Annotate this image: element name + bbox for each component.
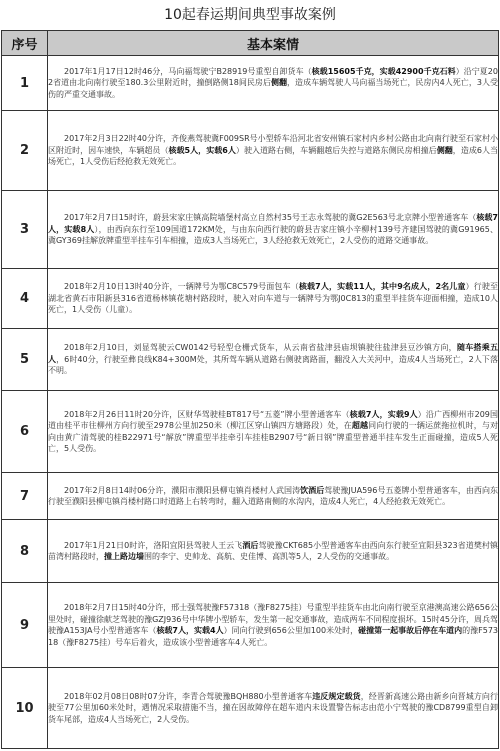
case-text: ，造成车辆驾驶人马向福当场死亡，民房内4人死亡，3人受伤的严重交通事故。 <box>48 78 498 99</box>
case-description <box>48 520 499 583</box>
case-text: 驾驶豫JUA596号五菱牌小型普通客车，由西向东行驶至濮阳县柳屯镇肖楼村路口时道路上右转弯时，翻入道路南侧的水沟内，造成4人死亡，4人经抢救无效死亡。 <box>48 485 499 506</box>
case-table <box>1 30 499 749</box>
case-description <box>48 111 499 191</box>
case-number: 7 <box>2 473 48 520</box>
column-header-index: 序号 <box>2 31 48 56</box>
case-number: 1 <box>2 56 48 111</box>
case-text: ）同向行驶到656公里加100米处时， <box>223 626 359 635</box>
case-description <box>48 583 499 668</box>
case-description <box>48 191 499 269</box>
case-text-emphasis: 酒后 <box>242 540 259 550</box>
case-row <box>2 520 499 583</box>
case-text-emphasis: 侧翻 <box>270 78 288 88</box>
table-header-row <box>2 31 499 56</box>
case-text: 2018年2月10日，刘显驾驶云CW0142号轻型仓栅式货车，从云南省盐津县庙坝镇驶往盐津县豆沙镇方向， <box>64 343 457 353</box>
case-description <box>48 56 499 111</box>
case-number: 3 <box>2 191 48 269</box>
case-text: 2017年1月17日12时46分，马向福驾驶宁B28919号重型自卸货车（ <box>64 66 312 76</box>
case-text: 围的李宁、史帅龙、高航、史佳博、高凯等5人，2人受伤的交通事故。 <box>144 552 395 561</box>
case-text: 2017年2月7日15时许，蔚县宋家庄镇高院墙堡村高立自然村35号王志永驾驶的冀G2E563号北京牌小型普通客车（ <box>64 213 477 223</box>
case-text-emphasis: 饮酒后 <box>300 485 325 495</box>
case-row <box>2 111 499 191</box>
case-row <box>2 583 499 668</box>
case-text: 2017年2月8日14时06分许，濮阳市濮阳县柳屯镇肖楼村人武国涛 <box>64 485 301 495</box>
case-number: 6 <box>2 391 48 473</box>
case-text: ）沿广西柳州市209国道由桂平市往柳州方向行驶至2978公里加250米（柳江区穿山镇四方塘路段）处，在 <box>48 409 498 430</box>
case-number: 4 <box>2 269 48 329</box>
case-text-emphasis: 核载5人，实载6人 <box>168 145 236 155</box>
case-text-emphasis: 随车搭乘五人 <box>48 343 499 364</box>
case-text-emphasis: 核载7人，实载9人 <box>349 409 418 419</box>
case-text: ，造成6人当场死亡，1人受伤后经抢救无效死亡。 <box>48 145 499 167</box>
case-text-emphasis: 核载15605千克，实载42900千克石料 <box>311 66 456 76</box>
case-text: 驾驶豫CKT685小型普通客车由西向东行驶至宜阳县323省道樊村镇苗湾村路段时， <box>48 540 498 561</box>
case-description <box>48 269 499 329</box>
case-text: ），由西向东行至109国道172KM处，与由东向西行驶的蔚县吉家庄镇小辛柳村139号齐建国驾驶的冀G91965、冀GY369挂解放牌重型半挂车引车相撞，造成3人当场死亡，3人经抢救无效死亡，2人受伤的道路交通事故。 <box>48 224 498 246</box>
case-description <box>48 391 499 473</box>
case-text: 2018年2月7日15时40分许，邢士强驾驶豫F57318（豫F8275挂）号重型半挂货车由北向南行驶至京港澳高速公路656公里处时，碰撞徐献芝驾驶的豫GZJ936号中华牌小型轿车，发生第一起交通事故，造成两车不同程度损坏。15时45分许，周兵驾驶豫A153JA号小型普通客车（ <box>48 603 498 635</box>
case-text: ，6时40分，行驶至彝良线K84+300M处，其所驾车辆从道路右侧驶离路面，翻没入大关河中，造成4人当场死亡，2人下落不明。 <box>48 354 499 376</box>
case-text: ）驶入道路右侧，车辆翻越后失控与道路东侧民房相撞后 <box>235 145 437 155</box>
case-text-emphasis: 撞上路边墙 <box>104 552 144 561</box>
case-row <box>2 473 499 520</box>
case-text-emphasis: 违反规定载货 <box>312 691 361 701</box>
case-text-emphasis: 核载7人，实载11人，其中9名成人，2名儿童 <box>298 282 466 292</box>
case-text: 2018年2月10日13时40分许，一辆牌号为鄂C8C579号面包车（ <box>64 282 299 292</box>
case-number: 10 <box>2 668 48 749</box>
case-row <box>2 191 499 269</box>
case-text: 2017年2月3日22时40分许，齐俊燕驾驶冀F009SR号小型轿车沿河北省安州镇石家村内乡村公路由北向南行驶至石家村小区附近时，因车速快，车辆超员（ <box>48 134 498 155</box>
case-row <box>2 329 499 391</box>
case-row <box>2 391 499 473</box>
case-text: 2018年2月26日11时20分许，区财华驾驶桂BT817号“五菱”牌小型普通客车（ <box>64 409 350 419</box>
case-text-emphasis: 碰撞第一起事故后停在车道内 <box>358 626 463 635</box>
case-text: 2018年02月08日08时07分许，李青合驾驶豫BQH880小型普通客车 <box>64 691 313 701</box>
case-number: 8 <box>2 520 48 583</box>
case-description <box>48 329 499 391</box>
case-text: ）沿宁夏202省道由北向南行驶至180.3公里附近时，撞倒路侧18间民房后 <box>48 66 498 88</box>
case-row <box>2 269 499 329</box>
case-row <box>2 56 499 111</box>
case-number: 5 <box>2 329 48 391</box>
case-number: 2 <box>2 111 48 191</box>
case-description <box>48 668 499 749</box>
document-title: 10起春运期间典型事故案例 <box>164 7 336 23</box>
case-text-emphasis: 核载7人，实载4人 <box>156 626 224 635</box>
case-text: 的豫F57318（豫F8275挂）号车后着火，造成该小型普通客车4人死亡。 <box>48 626 498 647</box>
case-row <box>2 668 499 749</box>
case-number: 9 <box>2 583 48 668</box>
case-text: ，经晋新高速公路由新乡向晋城方向行驶至77公里加60米处时，遇情况采取措施不当，撞在因故障停在超车道内未设置警告标志由范小宁驾驶的豫CD8799重型自卸货车尾部，造成4人当场死亡，2人受伤。 <box>48 691 499 724</box>
case-text: 同向行驶的一辆运蔗拖拉机时，与对向由黄广清驾驶的桂B22971号“解放”牌重型半挂牵引车挂桂B2907号“新日钢”牌重型普通半挂车发生正面碰撞，造成5人死亡，5人受伤。 <box>48 421 498 453</box>
case-text-emphasis: 核载7人，实载8人 <box>48 213 498 234</box>
case-text: 2017年1月21日0时许，洛阳宜阳县驾驶人王云飞 <box>64 540 243 550</box>
case-description <box>48 473 499 520</box>
case-text-emphasis: 超越 <box>351 421 369 430</box>
case-text-emphasis: 侧翻 <box>436 145 453 155</box>
case-text: ）行驶至湖北省黄石市阳新县316省道杨林镇花塘村路段时，驶入对向车道与一辆牌号为鄂J0C813的重型半挂货车迎面相撞，造成10人死亡，1人受伤（儿童）。 <box>48 282 498 315</box>
column-header-case: 基本案情 <box>48 31 499 56</box>
